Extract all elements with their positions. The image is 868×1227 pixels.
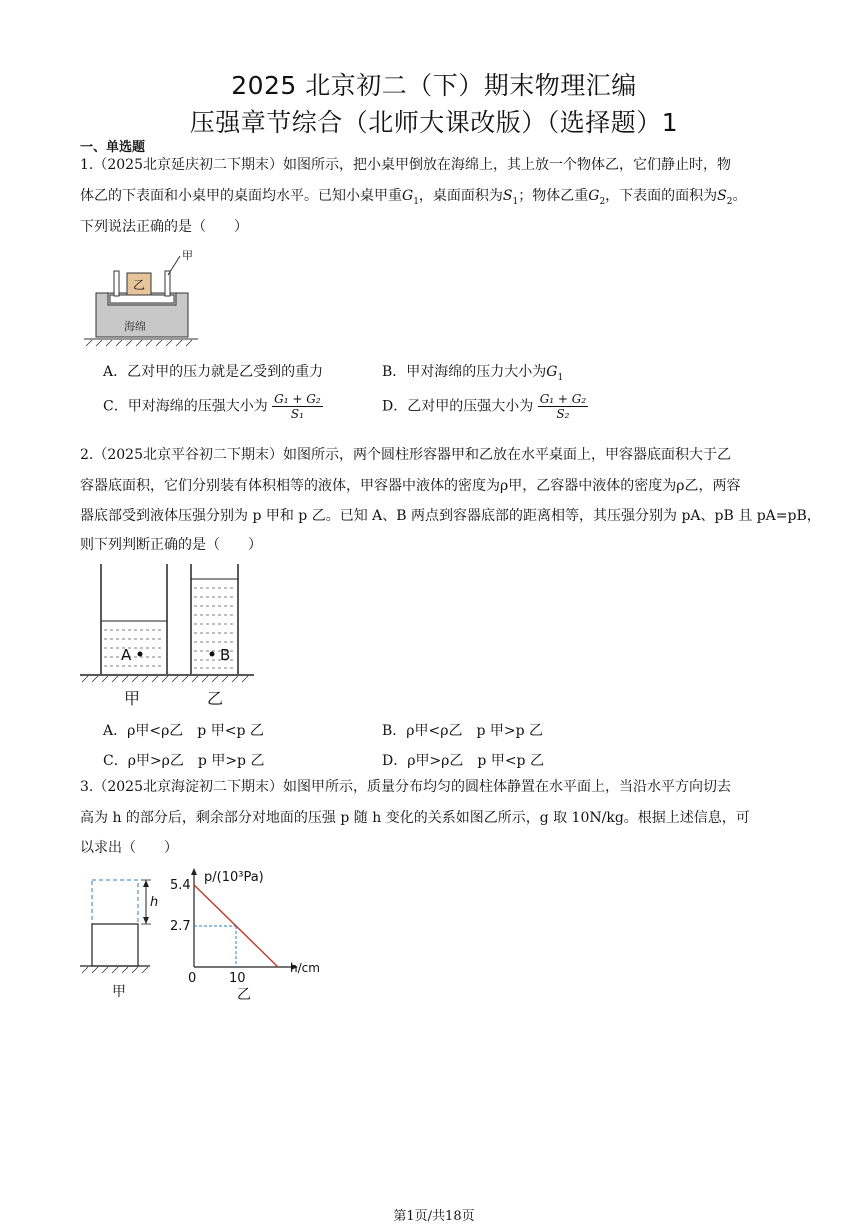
q2-line-3: 器底部受到液体压强分别为 p 甲和 p 乙。已知 A、B 两点到容器底部的距离相等，其压强分别为 pA、pB 且 pA=pB， — [80, 508, 821, 524]
q2-fig-label-yi: 乙 — [207, 689, 224, 708]
q1-option-b[interactable]: B．甲对海绵的压力大小为$G_1$ — [382, 364, 564, 383]
q1-line-2: 体乙的下表面和小桌甲的桌面均水平。已知小桌甲重$G_1$，桌面面积为$S_1$；物体乙重$G_2$，下表面的面积为$S_2$。 — [80, 188, 747, 207]
q1-fig-label-yi: 乙 — [133, 278, 146, 292]
q1-figure-table-sponge — [80, 245, 200, 347]
q1-line-3: 下列说法正确的是（ ） — [80, 219, 248, 235]
q2-option-a[interactable]: A．ρ甲<ρ乙 p 甲<p 乙 — [103, 723, 264, 739]
page-title: 2025 北京初二（下）期末物理汇编 — [231, 71, 637, 100]
q2-point-a-label: A — [121, 646, 132, 664]
q3-line-3: 以求出（ ） — [80, 840, 178, 856]
chart-x-tick-label: 0 — [188, 971, 197, 986]
q3-line-1: 3.（2025北京海淀初二下期末）如图甲所示，质量分布均匀的圆柱体静置在水平面上，当沿水平方向切去 — [80, 779, 731, 795]
chart-y-axis-label: p/(10³Pa) — [204, 870, 264, 885]
q2-option-c[interactable]: C．ρ甲>ρ乙 p 甲>p 乙 — [103, 753, 265, 769]
q2-line-1: 2.（2025北京平谷初二下期末）如图所示，两个圆柱形容器甲和乙放在水平桌面上，甲容器底面积大于乙 — [80, 447, 731, 463]
q2-point-b-label: B — [220, 646, 231, 664]
page-subtitle: 压强章节综合（北师大课改版）（选择题）1 — [189, 108, 679, 137]
q2-line-4: 则下列判断正确的是（ ） — [80, 537, 262, 553]
chart-y-tick-label: 5.4 — [170, 877, 191, 893]
page-footer: 第1页/共18页 — [393, 1209, 475, 1224]
chart-y-tick-label: 2.7 — [170, 918, 191, 934]
chart-y-axis-arrow — [191, 868, 197, 875]
q3-figure-cylinder — [78, 870, 158, 1000]
q1-fig-label-sponge: 海绵 — [124, 320, 146, 333]
q2-fig-label-jia: 甲 — [124, 689, 141, 708]
q1-option-a[interactable]: A．乙对甲的压力就是乙受到的重力 — [103, 364, 324, 380]
q3-chart — [166, 862, 336, 1002]
chart-x-axis-label: h/cm — [290, 961, 320, 975]
q1-fig-label-jia: 甲 — [182, 249, 193, 262]
chart-x-tick-label: 10 — [229, 971, 246, 986]
q2-option-d[interactable]: D．ρ甲>ρ乙 p 甲<p 乙 — [382, 753, 544, 769]
q3-fig-label-jia: 甲 — [112, 984, 126, 1000]
q2-option-b[interactable]: B．ρ甲<ρ乙 p 甲>p 乙 — [382, 723, 544, 739]
q2-line-2: 容器底面积，它们分别装有体积相等的液体，甲容器中液体的密度为ρ甲，乙容器中液体的密度为ρ乙，两容 — [80, 478, 741, 494]
q1-option-c[interactable]: C．甲对海绵的压强大小为 $\frac{\text{G₁ + G₂}}{\text{S₁}}$ — [103, 392, 321, 421]
q3-line-2: 高为 h 的部分后，剩余部分对地面的压强 p 随 h 变化的关系如图乙所示，g 取 10N/kg。根据上述信息，可 — [80, 810, 750, 826]
section-heading: 一、单选题 — [80, 140, 146, 155]
q1-line-1: 1.（2025北京延庆初二下期末）如图所示，把小桌甲倒放在海绵上，其上放一个物体乙，它们静止时，物 — [80, 157, 731, 173]
q2-figure-containers — [78, 560, 258, 710]
q3-fig-h-label: h — [150, 895, 158, 910]
q1-option-d[interactable]: D．乙对甲的压强大小为 $\frac{\text{G₁ + G₂}}{\text{S₂}}$ — [382, 392, 587, 421]
q3-fig-label-yi: 乙 — [237, 987, 251, 1002]
